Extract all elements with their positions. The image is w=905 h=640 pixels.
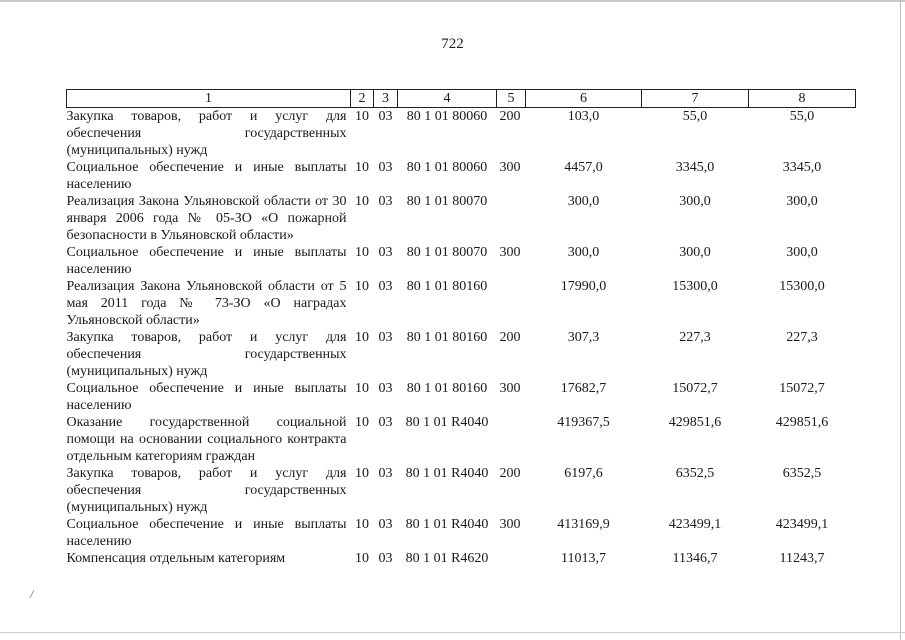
table-row (67, 159, 856, 193)
scan-edge-right (900, 0, 901, 640)
row-subsection: 03 (378, 551, 393, 566)
row-section: 10 (355, 466, 369, 481)
row-value-col7: 11346,7 (672, 551, 718, 566)
header-col-2: 2 (351, 90, 374, 108)
table-row (67, 244, 856, 278)
row-name: Реализация Закона Ульяновской области от 30 января 2006 года № 05-ЗО «О пожарной безопасности в Ульяновской области» (66, 194, 347, 243)
row-section: 10 (355, 245, 369, 260)
row-expense-type: 300 (499, 245, 521, 260)
row-section: 10 (355, 194, 369, 209)
row-subsection: 03 (378, 160, 393, 175)
row-target-code: 80 1 01 R4040 (405, 517, 489, 532)
row-value-col8: 429851,6 (775, 415, 829, 430)
row-value-col7: 429851,6 (668, 415, 722, 430)
margin-mark: / (30, 587, 34, 601)
row-name: Реализация Закона Ульяновской области от 5 мая 2011 года № 73-ЗО «О наградах Ульяновской области» (66, 279, 347, 328)
table-row (67, 108, 856, 160)
row-subsection: 03 (378, 330, 393, 345)
header-row (67, 90, 856, 108)
row-section: 10 (355, 109, 369, 124)
row-expense-type: 200 (499, 466, 521, 481)
header-col-7: 7 (642, 90, 749, 108)
row-subsection: 03 (378, 415, 393, 430)
row-value-col8: 55,0 (789, 109, 815, 124)
row-name: Компенсация отдельным категориям (66, 551, 286, 566)
row-value-col6: 6197,6 (564, 466, 603, 481)
row-section: 10 (355, 160, 369, 175)
header-col-4: 4 (398, 90, 497, 108)
row-target-code: 80 1 01 R4040 (405, 466, 489, 481)
row-section: 10 (355, 381, 369, 396)
table-body (67, 108, 856, 568)
row-target-code: 80 1 01 R4040 (405, 415, 489, 430)
row-subsection: 03 (378, 517, 393, 532)
row-value-col7: 6352,5 (675, 466, 715, 481)
row-subsection: 03 (378, 194, 393, 209)
row-subsection: 03 (378, 279, 393, 294)
row-value-col7: 300,0 (679, 194, 711, 209)
row-value-col7: 227,3 (679, 330, 711, 345)
row-value-col6: 17682,7 (560, 381, 607, 396)
row-expense-type: 300 (499, 381, 521, 396)
table-row (67, 278, 856, 329)
header-col-3: 3 (374, 90, 398, 108)
row-value-col7: 15300,0 (672, 279, 718, 294)
row-value-col8: 15300,0 (779, 279, 825, 294)
row-subsection: 03 (378, 245, 393, 260)
row-value-col6: 307,3 (567, 330, 600, 345)
row-name: Оказание государственной социальной помощи на основании социального контракта отдельным категориям граждан (66, 415, 347, 464)
row-expense-type (497, 278, 526, 329)
row-value-col7: 423499,1 (668, 517, 722, 532)
row-value-col8: 300,0 (786, 245, 818, 260)
row-target-code: 80 1 01 80160 (406, 330, 488, 345)
row-value-col7: 15072,7 (672, 381, 718, 396)
row-target-code: 80 1 01 80060 (406, 160, 488, 175)
row-name: Закупка товаров, работ и услуг для обеспечения государственных (муниципальных) нужд (66, 109, 347, 158)
row-section: 10 (355, 330, 369, 345)
row-expense-type: 200 (499, 109, 521, 124)
row-name: Закупка товаров, работ и услуг для обеспечения государственных (муниципальных) нужд (66, 330, 347, 379)
row-value-col8: 300,0 (786, 194, 818, 209)
page-number: 722 (441, 36, 464, 52)
row-target-code: 80 1 01 80160 (406, 381, 488, 396)
row-value-col6: 11013,7 (561, 551, 606, 566)
row-name: Социальное обеспечение и иные выплаты населению (66, 160, 347, 192)
row-name: Закупка товаров, работ и услуг для обеспечения государственных (муниципальных) нужд (66, 466, 347, 515)
row-target-code: 80 1 01 80060 (406, 109, 488, 124)
row-subsection: 03 (378, 109, 393, 124)
row-subsection: 03 (378, 466, 393, 481)
header-col-6: 6 (526, 90, 642, 108)
table-row (67, 550, 856, 567)
row-expense-type (497, 550, 526, 567)
row-expense-type: 200 (499, 330, 521, 345)
row-section: 10 (355, 279, 369, 294)
row-value-col6: 413169,9 (557, 517, 610, 532)
row-target-code: 80 1 01 80070 (406, 194, 488, 209)
header-col-1: 1 (67, 90, 351, 108)
row-section: 10 (355, 517, 369, 532)
table-row (67, 329, 856, 380)
budget-table (66, 89, 856, 567)
row-target-code: 80 1 01 80160 (406, 279, 488, 294)
row-value-col8: 423499,1 (775, 517, 829, 532)
table-row (67, 380, 856, 414)
row-value-col7: 3345,0 (675, 160, 715, 175)
row-name: Социальное обеспечение и иные выплаты населению (66, 517, 347, 549)
table-row (67, 414, 856, 465)
row-value-col8: 3345,0 (782, 160, 822, 175)
row-name: Социальное обеспечение и иные выплаты населению (66, 245, 347, 277)
row-target-code: 80 1 01 R4620 (405, 551, 489, 566)
row-value-col6: 17990,0 (560, 279, 607, 294)
scan-edge-bottom (0, 632, 905, 633)
row-value-col6: 419367,5 (557, 415, 610, 430)
row-value-col8: 15072,7 (779, 381, 825, 396)
scan-edge-top (0, 0, 905, 2)
table-row (67, 516, 856, 550)
header-col-5: 5 (497, 90, 526, 108)
row-target-code: 80 1 01 80070 (406, 245, 488, 260)
row-expense-type (497, 193, 526, 244)
row-value-col6: 300,0 (567, 194, 600, 209)
row-section: 10 (355, 415, 369, 430)
table-header (67, 90, 856, 108)
row-value-col6: 4457,0 (564, 160, 603, 175)
row-value-col8: 11243,7 (779, 551, 825, 566)
row-expense-type: 300 (499, 517, 521, 532)
row-value-col7: 300,0 (679, 245, 711, 260)
table-row (67, 465, 856, 516)
table-row (67, 193, 856, 244)
row-subsection: 03 (378, 381, 393, 396)
row-section: 10 (355, 551, 369, 566)
row-value-col6: 103,0 (567, 109, 600, 124)
row-name: Социальное обеспечение и иные выплаты населению (66, 381, 347, 413)
row-value-col7: 55,0 (682, 109, 708, 124)
row-value-col6: 300,0 (567, 245, 600, 260)
row-value-col8: 227,3 (786, 330, 818, 345)
row-expense-type: 300 (499, 160, 521, 175)
row-expense-type (497, 414, 526, 465)
row-value-col8: 6352,5 (782, 466, 822, 481)
header-col-8: 8 (749, 90, 856, 108)
